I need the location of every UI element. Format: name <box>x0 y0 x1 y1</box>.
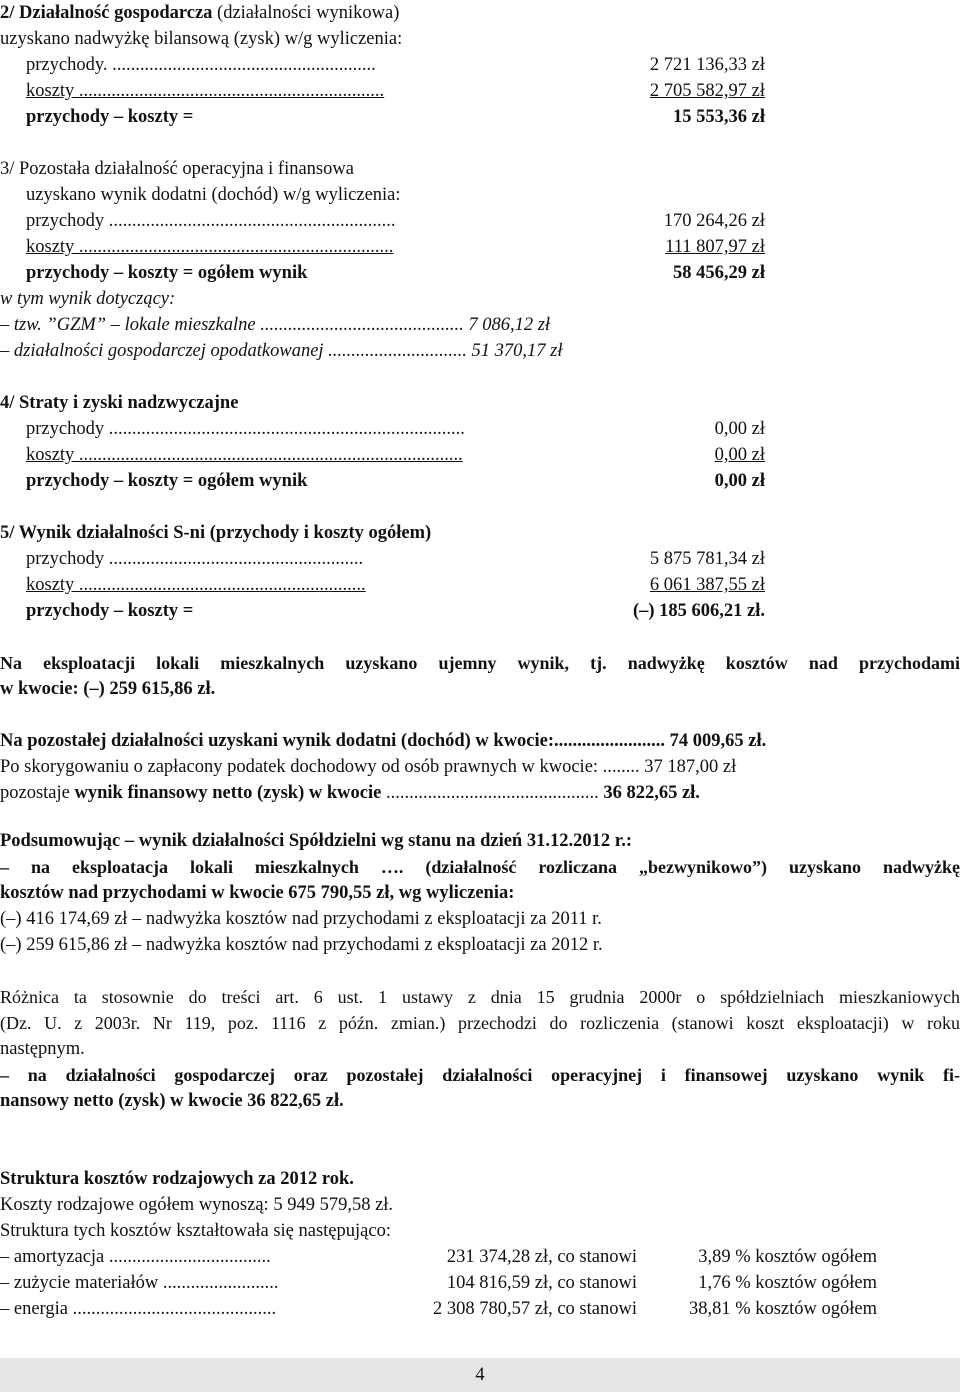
cost-structure-intro: Struktura tych kosztów kształtowała się następująco: <box>0 1221 391 1241</box>
cost-structure-total: Koszty rodzajowe ogółem wynoszą: 5 949 579,58 zł. <box>0 1195 394 1215</box>
result-label: przychody – koszty = <box>26 107 194 127</box>
page-footer <box>0 1358 960 1392</box>
section-3-sub-gzm: – tzw. ”GZM” – lokale mieszkalne ............................................ 7 086,12 zł <box>0 315 551 335</box>
summary-line-2: kosztów nad przychodami w kwocie 675 790,55 zł, wg wyliczenia: <box>0 883 515 903</box>
legal-note-line-2: (Dz. U. z 2003r. Nr 119, poz. 1116 z późn. zmian.) przechodzi do rozliczenia (stanowi koszt eksploatacji) w roku <box>0 1013 960 1033</box>
cost-row-name: – energia <box>0 1299 68 1319</box>
net-profit-value: 36 822,65 zł. <box>603 783 700 803</box>
section-3-heading: 3/ Pozostała działalność operacyjna i finansowa <box>0 159 354 179</box>
section-4-cost-row <box>0 442 960 468</box>
section-3-cost-row <box>0 234 960 260</box>
cost-label: koszty .............................................................. <box>26 575 366 595</box>
cost-row-percent: 38,81 % kosztów ogółem <box>688 1299 877 1319</box>
cost-value: 2 705 582,97 zł <box>644 78 765 104</box>
revenue-label: przychody ....................................................... <box>26 549 364 569</box>
section-2-subtitle: (działalności wynikowa) <box>212 3 400 23</box>
section-5-heading: 5/ Wynik działalności S-ni (przychody i koszty ogółem) <box>0 523 432 543</box>
section-2-revenue-row <box>0 52 960 78</box>
cost-row-amount: 2 308 780,57 zł, co stanowi <box>433 1299 637 1319</box>
revenue-label: przychody .............................................................. <box>26 211 396 231</box>
revenue-label: przychody ............................................................................. <box>26 419 465 439</box>
cost-row-dots: ......................... <box>158 1273 279 1293</box>
cost-row-dots: ................................... <box>104 1247 271 1267</box>
section-3-sub-intro: w tym wynik dotyczący: <box>0 289 176 309</box>
result-value: 0,00 zł <box>714 471 765 491</box>
cost-row-energy <box>0 1296 960 1322</box>
result-label: przychody – koszty = ogółem wynik <box>26 263 308 283</box>
cost-row-name: – zużycie materiałów <box>0 1273 159 1293</box>
section-3-sub-business: – działalności gospodarczej opodatkowanej .............................. 51 370,17 zł <box>0 341 563 361</box>
result-value: 15 553,36 zł <box>673 107 765 127</box>
cost-row-percent: 3,89 % kosztów ogółem <box>698 1247 877 1267</box>
summary-heading: Podsumowując – wynik działalności Spółdzielni wg stanu na dzień 31.12.2012 r.: <box>0 831 633 851</box>
net-profit-label: wynik finansowy netto (zysk) w kwocie <box>74 783 382 803</box>
section-3-intro-text: uzyskano wynik dodatni (dochód) w/g wyliczenia: <box>26 185 401 205</box>
other-activity-result: Na pozostałej działalności uzyskani wynik dodatni (dochód) w kwocie:........................ 74 009,65 zł. <box>0 731 767 751</box>
cost-row-amount: 104 816,59 zł, co stanowi <box>446 1273 637 1293</box>
section-3-intro <box>0 182 960 208</box>
revenue-value: 0,00 zł <box>714 419 765 439</box>
result-label: przychody – koszty = <box>26 601 194 621</box>
revenue-label: przychody. ......................................................... <box>26 55 376 75</box>
cost-structure-heading: Struktura kosztów rodzajowych za 2012 rok. <box>0 1169 354 1189</box>
cost-row-name: – amortyzacja <box>0 1247 105 1267</box>
net-profit-prefix: pozostaje <box>0 783 75 803</box>
section-4-revenue-row <box>0 416 960 442</box>
cost-row-percent: 1,76 % kosztów ogółem <box>698 1273 877 1293</box>
result-value: (–) 185 606,21 zł. <box>632 601 765 621</box>
section-2-cost-row <box>0 78 960 104</box>
income-tax-line: Po skorygowaniu o zapłacony podatek dochodowy od osób prawnych w kwocie: ........ 37 187,00 zł <box>0 757 737 777</box>
exploitation-result-line-2: w kwocie: (–) 259 615,86 zł. <box>0 679 216 699</box>
net-profit-dots: .............................................. <box>381 783 604 803</box>
cost-row-dots: ............................................ <box>67 1299 277 1319</box>
section-3-result-row <box>0 260 960 286</box>
section-5-cost-row <box>0 572 960 598</box>
revenue-value: 2 721 136,33 zł <box>649 55 765 75</box>
cost-row-amount: 231 374,28 zł, co stanowi <box>446 1247 637 1267</box>
cost-row-depreciation <box>0 1244 960 1270</box>
cost-label: koszty .................................................................. <box>26 81 385 101</box>
section-2-result-row <box>0 104 960 130</box>
cost-row-materials <box>0 1270 960 1296</box>
section-2-title: 2/ Działalność gospodarcza <box>0 3 213 23</box>
cost-value: 6 061 387,55 zł <box>644 572 765 598</box>
result-value: 58 456,29 zł <box>673 263 765 283</box>
business-result-line-2: nansowy netto (zysk) w kwocie 36 822,65 zł. <box>0 1091 344 1111</box>
result-label: przychody – koszty = ogółem wynik <box>26 471 308 491</box>
revenue-value: 5 875 781,34 zł <box>649 549 765 569</box>
section-4-result-row <box>0 468 960 494</box>
cost-label: koszty ................................................................................... <box>26 445 463 465</box>
net-profit-line <box>0 780 960 806</box>
cost-value: 0,00 zł <box>709 442 765 468</box>
legal-note-line-3: następnym. <box>0 1039 85 1059</box>
revenue-value: 170 264,26 zł <box>663 211 765 231</box>
exploitation-result-line-1: Na eksploatacji lokali mieszkalnych uzyskano ujemny wynik, tj. nadwyżkę kosztów nad przychodami <box>0 653 960 673</box>
business-result-line-1: – na działalności gospodarczej oraz pozostałej działalności operacyjnej i finansowej uzyskano wynik fi- <box>0 1065 960 1085</box>
summary-line-3: (–) 416 174,69 zł – nadwyżka kosztów nad przychodami z eksploatacji za 2011 r. <box>0 909 602 929</box>
section-2-intro: uzyskano nadwyżkę bilansową (zysk) w/g wyliczenia: <box>0 29 403 49</box>
section-3-revenue-row <box>0 208 960 234</box>
section-4-heading: 4/ Straty i zyski nadzwyczajne <box>0 393 239 413</box>
section-5-result-row <box>0 598 960 624</box>
cost-label: koszty .................................................................... <box>26 237 394 257</box>
summary-line-1: – na eksploatacja lokali mieszkalnych …. (działalność rozliczana „bezwynikowo”) uzyskano nadwyżkę <box>0 857 960 877</box>
legal-note-line-1: Różnica ta stosownie do treści art. 6 ust. 1 ustawy z dnia 15 grudnia 2000r o spółdzielniach mieszkaniowych <box>0 987 960 1007</box>
cost-value: 111 807,97 zł <box>659 234 765 260</box>
section-2-heading <box>0 0 960 26</box>
summary-line-4: (–) 259 615,86 zł – nadwyżka kosztów nad przychodami z eksploatacji za 2012 r. <box>0 935 603 955</box>
section-5-revenue-row <box>0 546 960 572</box>
page-number: 4 <box>475 1365 485 1385</box>
